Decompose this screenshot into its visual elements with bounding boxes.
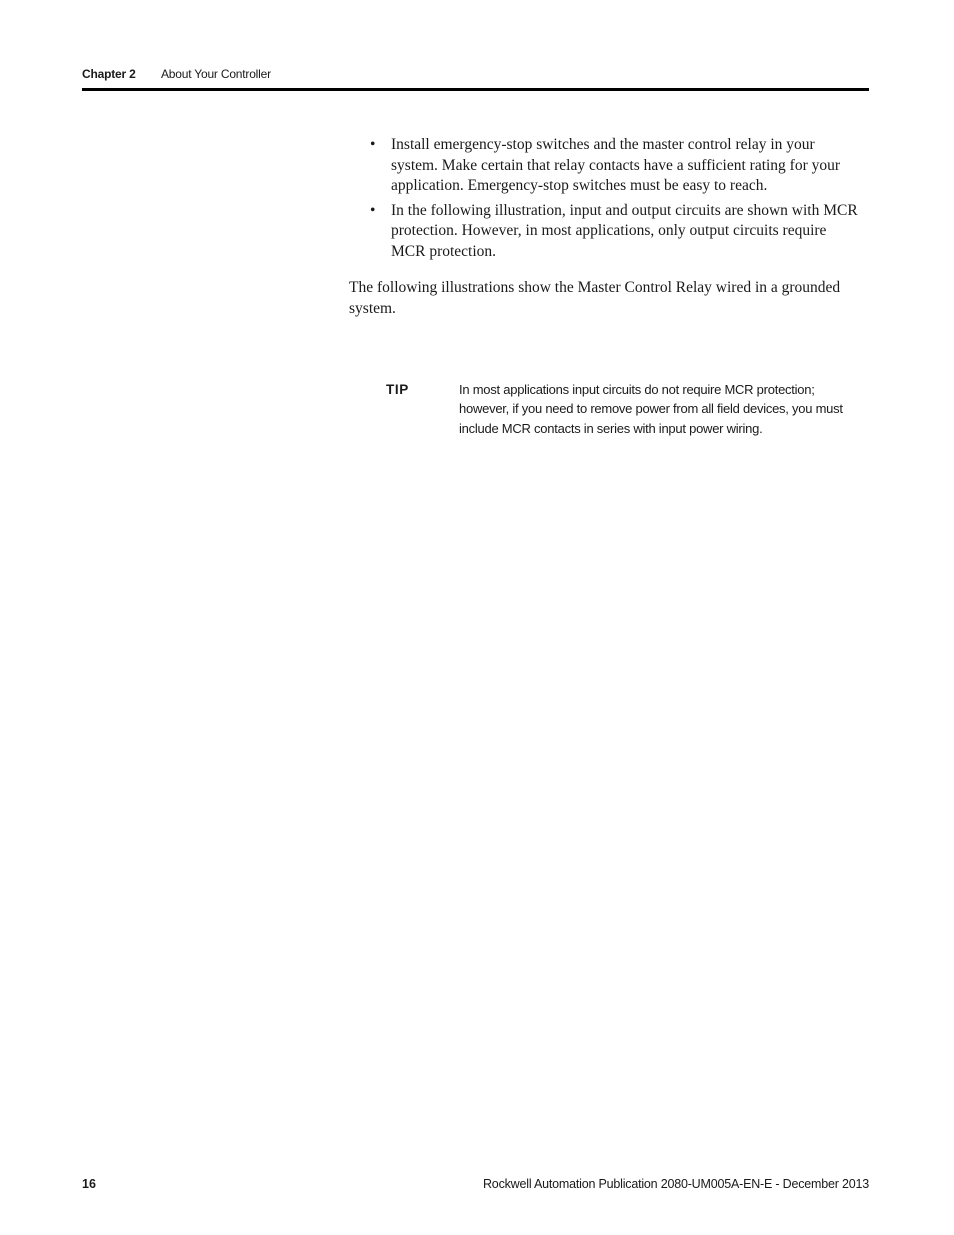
page-header — [82, 66, 869, 82]
bullet-list — [349, 135, 864, 262]
list-item — [349, 201, 864, 263]
publication-info: Rockwell Automation Publication 2080-UM005A-EN-E - December 2013 — [482, 1177, 869, 1191]
bullet-marker: • — [370, 201, 376, 219]
body-paragraph: The following illustrations show the Master Control Relay wired in a grounded system. — [349, 279, 841, 317]
section-title: About Your Controller — [161, 67, 271, 81]
tip-label: TIP — [386, 382, 409, 397]
bullet-text: In the following illustration, input and output circuits are shown with MCR protection. However, in most applications, only output circuits require MCR protection. — [391, 201, 858, 260]
list-item — [349, 135, 864, 197]
header-divider — [82, 88, 869, 91]
tip-text: In most applications input circuits do not require MCR protection; however, if you need to remove power from all field devices, you must include MCR contacts in series with input power wiring. — [459, 382, 843, 436]
page-number: 16 — [82, 1177, 96, 1191]
bullet-text: Install emergency-stop switches and the master control relay in your system. Make certain that relay contacts have a sufficient rating for your application. Emergency-stop switches must be easy to reach. — [391, 136, 841, 194]
page-footer — [82, 1176, 869, 1192]
bullet-marker: • — [370, 136, 376, 153]
main-content — [349, 135, 864, 319]
chapter-label: Chapter 2 — [82, 67, 136, 81]
